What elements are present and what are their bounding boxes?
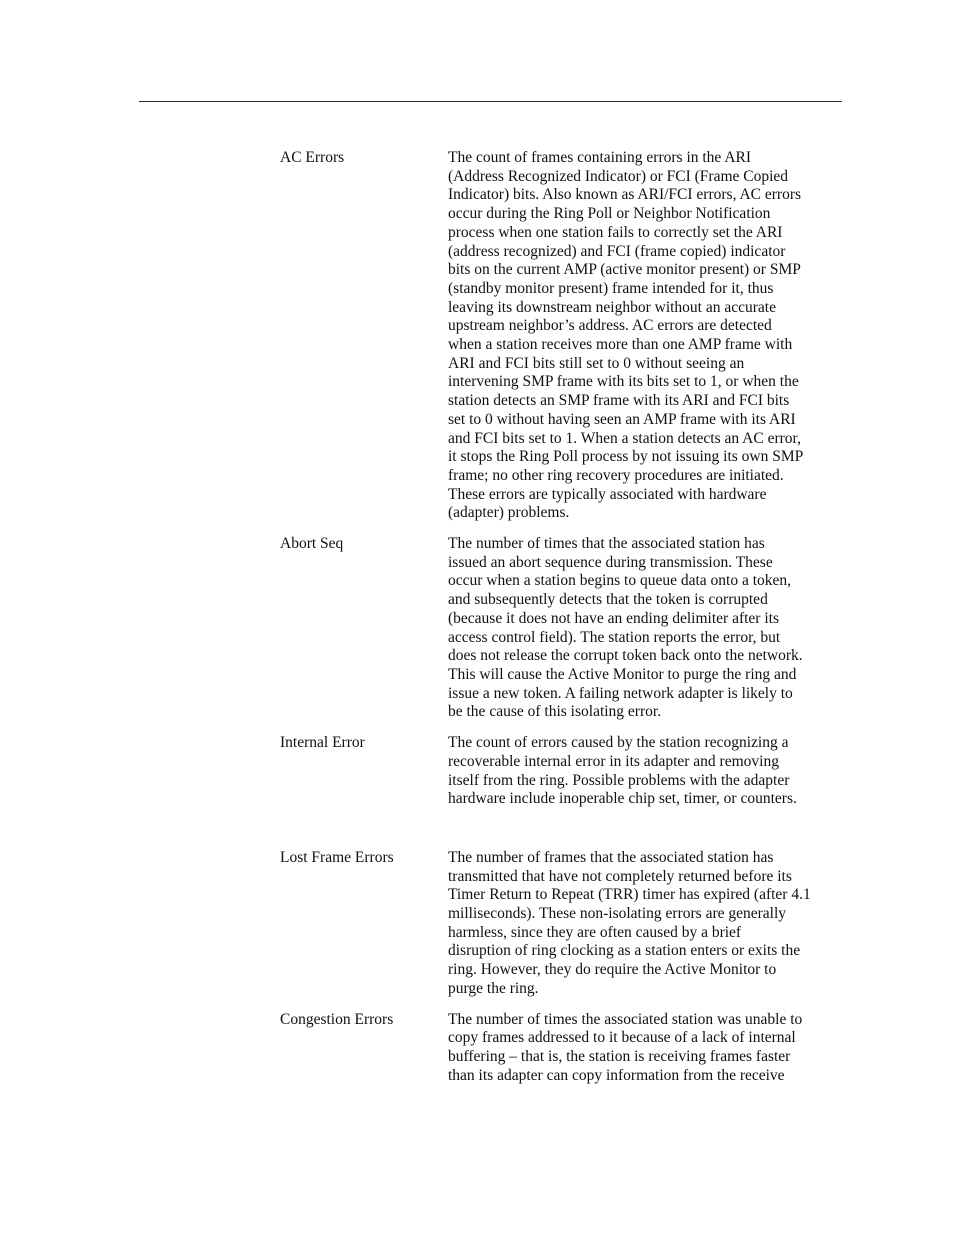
definition-lost-frame-errors: The number of frames that the associated station has transmitted that have not completely returned before its Timer Return to Repeat (TRR) timer has expired (after 4.1 milliseconds). These non-isolating errors are generally harmless, since they are often caused by a brief disruption of ring clocking as a station enters or exits the ring. However, they do require the Active Monitor to purge the ring. — [448, 848, 811, 997]
term-congestion-errors: Congestion Errors — [280, 1010, 394, 1028]
term-ac-errors: AC Errors — [280, 149, 345, 166]
term-lost-frame-errors: Lost Frame Errors — [280, 848, 394, 866]
header-rule — [139, 101, 842, 102]
term-abort-seq: Abort Seq — [280, 535, 344, 553]
definition-congestion-errors: The number of times the associated station was unable to copy frames addressed to it because of a lack of internal buffering – that is, the station is receiving frames faster than its adapter can copy information from the receive — [448, 1010, 803, 1084]
definition-entry-abort-seq — [280, 535, 842, 722]
definition-entry-ac-errors — [280, 149, 842, 523]
definition-internal-error: The count of errors caused by the station recognizing a recoverable internal error in its adapter and removing itself from the ring. Possible problems with the adapter hardware include inoperable chip set, timer, or counters. — [448, 734, 797, 808]
definition-ac-errors: The count of frames containing errors in the ARI (Address Recognized Indicator) or FCI (Frame Copied Indicator) bits. Also known as ARI/FCI errors, AC errors occur during the Ring Poll or Neighbor Notification process when one station fails to correctly set the ARI (address recognized) and FCI (frame copied) indicator bits on the current AMP (active monitor present) or SMP (standby monitor present) frame intended for it, thus leaving its downstream neighbor without an accurate upstream neighbor’s address. AC errors are detected when a station receives more than one AMP frame with ARI and FCI bits still set to 0 without seeing an intervening SMP frame with its bits set to 1, or when the station detects an SMP frame with its ARI and FCI bits set to 0 without having seen an AMP frame with its ARI and FCI bits set to 1. When a station detects an AC error, it stops the Ring Poll process by not issuing its own SMP frame; no other ring recovery procedures are initiated. These errors are typically associated with hardware (adapter) problems. — [448, 149, 804, 522]
definition-abort-seq: The number of times that the associated station has issued an abort sequence during transmission. These occur when a station begins to queue data onto a token, and subsequently detects that the token is corrupted (because it does not have an ending delimiter after its access control field). The station reports the error, but does not release the corrupt token back onto the network. This will cause the Active Monitor to purge the ring and issue a new token. A failing network adapter is likely to be the cause of this isolating error. — [448, 535, 803, 721]
definition-entry-internal-error — [280, 734, 842, 809]
definition-entry-lost-frame-errors — [280, 849, 842, 999]
definition-entry-congestion-errors — [280, 1011, 842, 1086]
term-internal-error: Internal Error — [280, 734, 365, 752]
definition-list — [280, 149, 842, 1097]
